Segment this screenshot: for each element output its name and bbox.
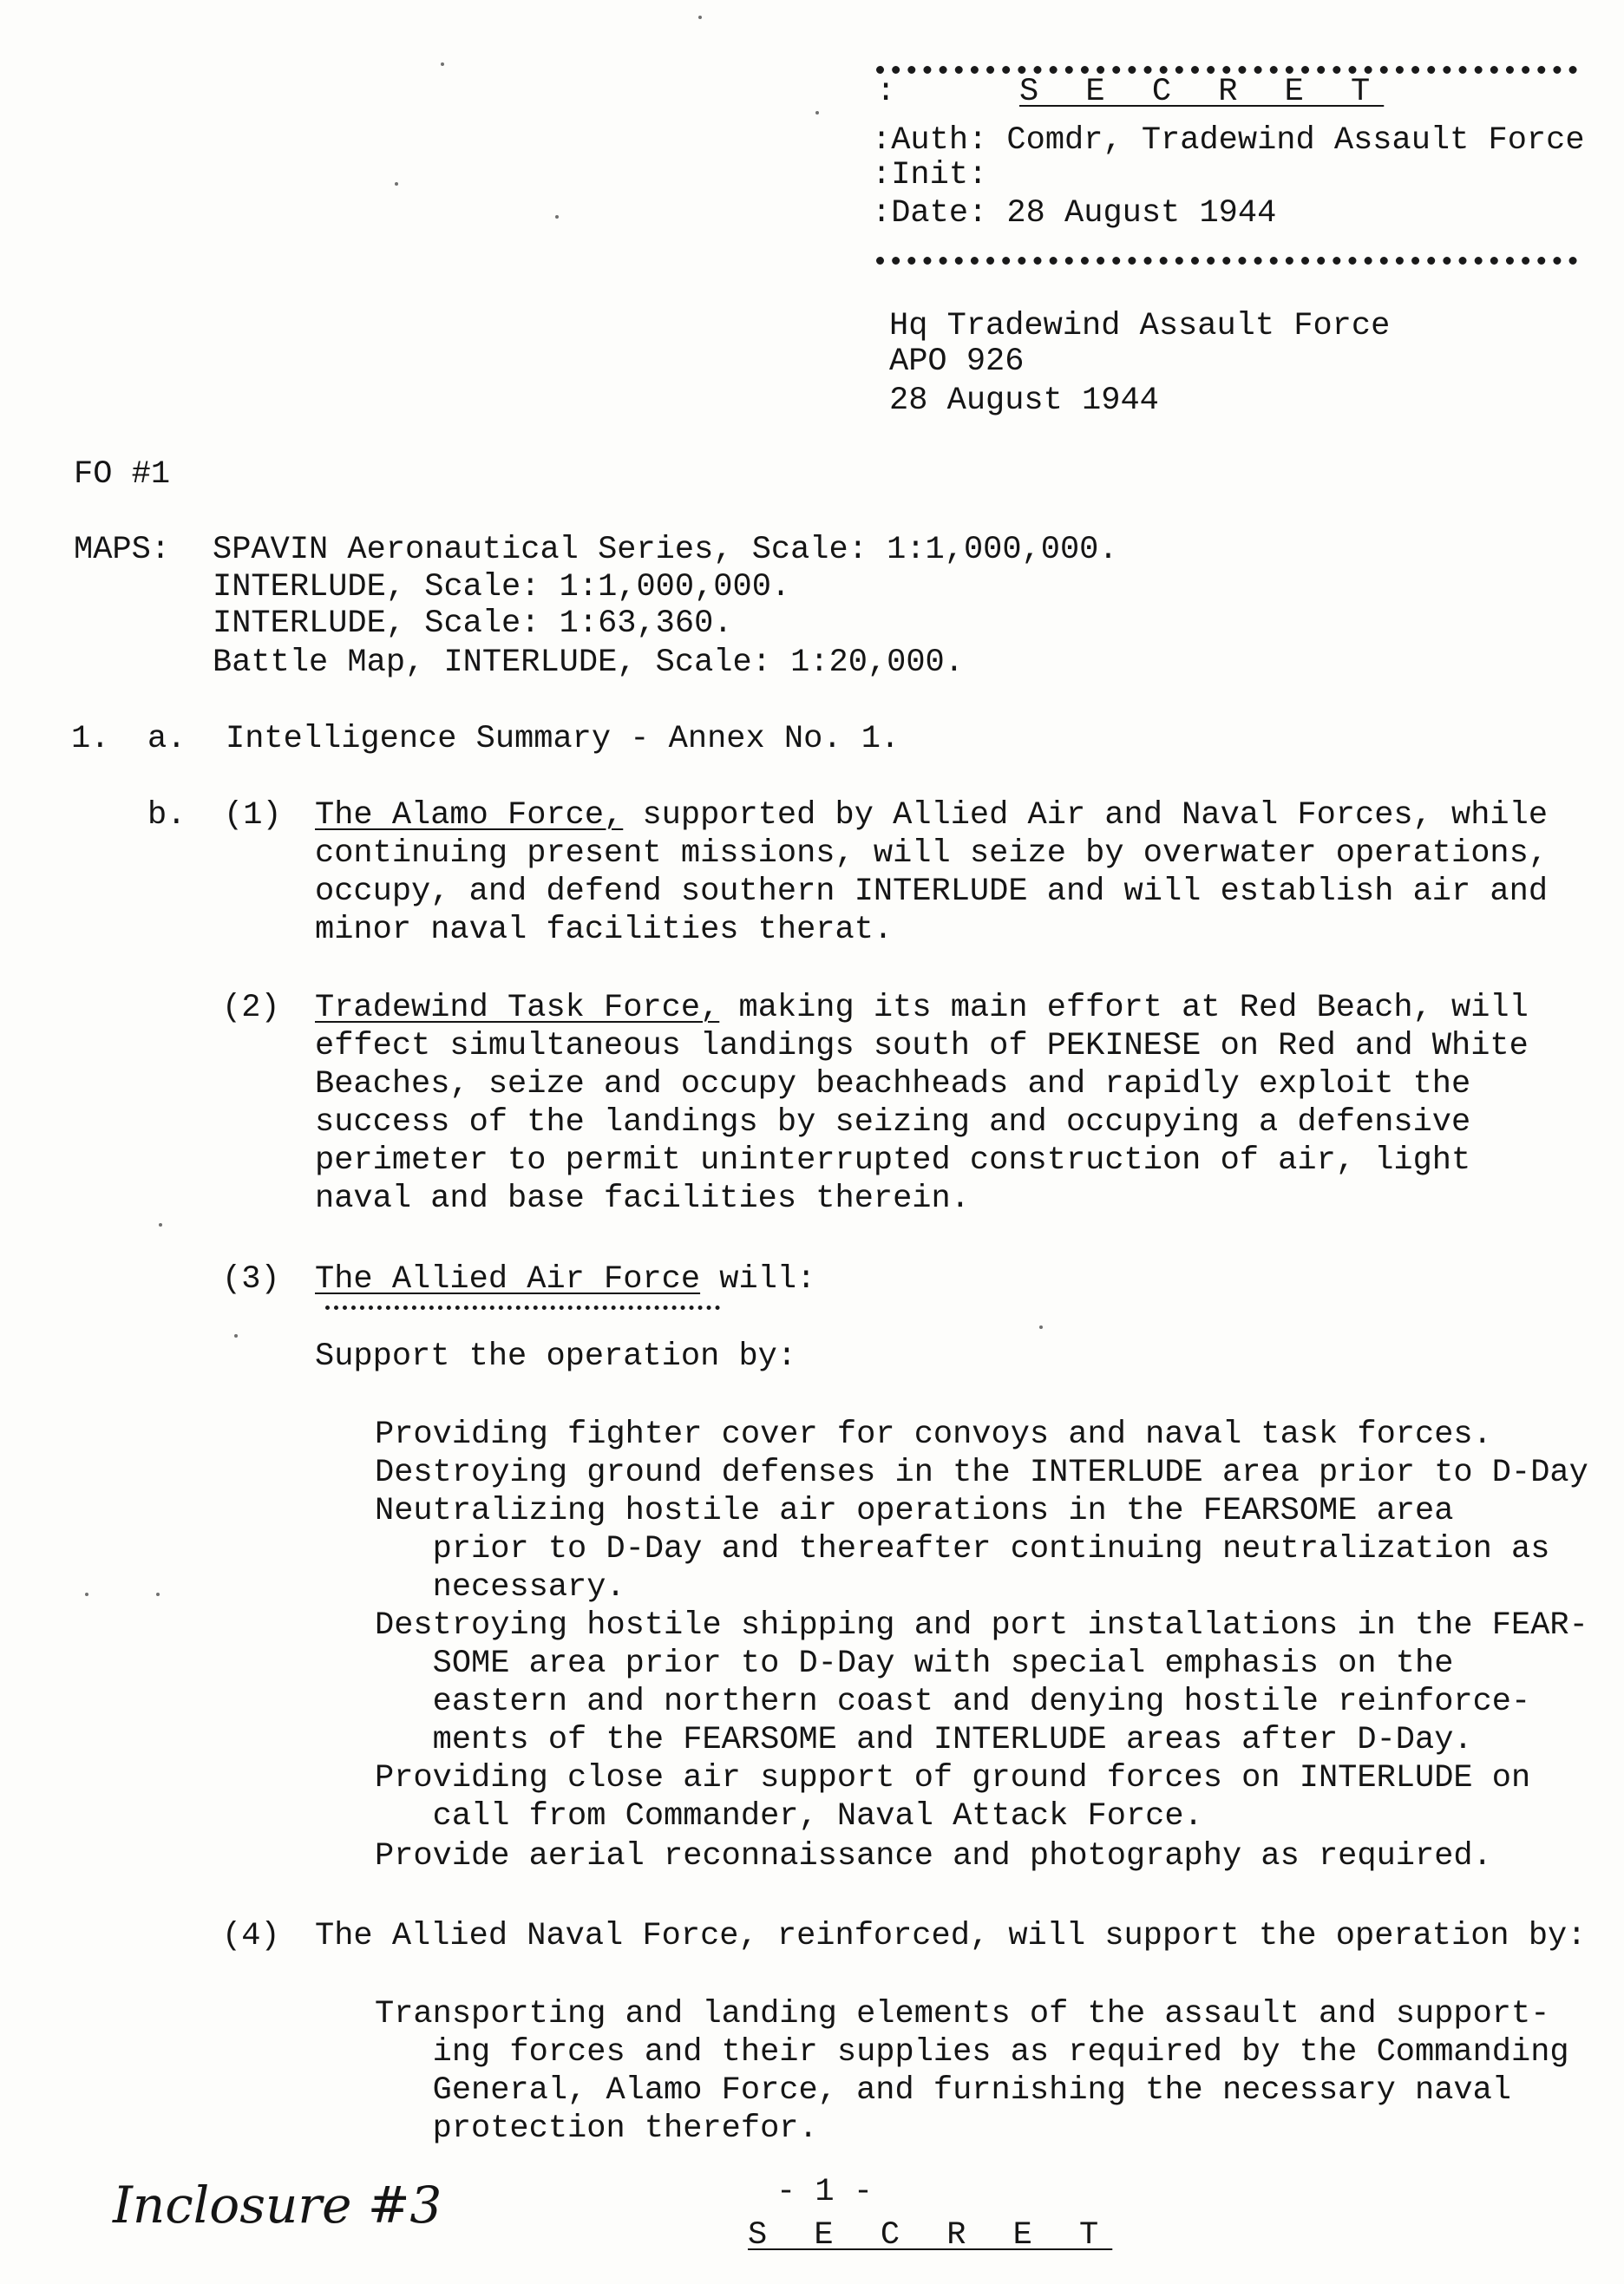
scan-speck xyxy=(555,215,559,219)
item-line: occupy, and defend southern INTERLUDE and will establish air and xyxy=(315,874,1549,910)
map-line: INTERLUDE, Scale: 1:63,360. xyxy=(213,605,733,642)
auth-line: :Auth: Comdr, Tradewind Assault Force xyxy=(872,122,1585,159)
item-1-first-line xyxy=(315,796,1548,834)
classification-marking: S E C R E T xyxy=(1019,74,1385,110)
item-line: continuing present missions, will seize by overwater operations, xyxy=(315,835,1549,872)
item-line: Provide aerial reconnaissance and photography as required. xyxy=(375,1838,1492,1875)
item-lead: The Alamo Force, xyxy=(315,797,624,834)
box-colon: : xyxy=(876,74,896,110)
item-line: Neutralizing hostile air operations in the FEARSOME area xyxy=(375,1493,1454,1529)
dotted-rule-bottom xyxy=(876,257,1577,265)
para-sub: a. xyxy=(147,721,187,757)
field-order-id: FO #1 xyxy=(74,456,171,493)
scan-speck xyxy=(159,1223,162,1227)
para-number: 1. xyxy=(71,721,110,757)
item-line: call from Commander, Naval Attack Force. xyxy=(375,1798,1203,1835)
para-sub: b. xyxy=(147,797,187,834)
scan-speck xyxy=(395,182,398,186)
item-4-first-line: The Allied Naval Force, reinforced, will support the operation by: xyxy=(315,1918,1587,1954)
item-number: (1) xyxy=(224,797,282,834)
map-line: SPAVIN Aeronautical Series, Scale: 1:1,000,000. xyxy=(213,532,1118,568)
item-number: (3) xyxy=(222,1261,280,1298)
scan-speck xyxy=(815,111,819,115)
item-line: protection therefor. xyxy=(375,2111,818,2147)
page-number: - 1 - xyxy=(776,2174,874,2210)
item-line: Beaches, seize and occupy beachheads and rapidly exploit the xyxy=(315,1066,1471,1103)
footer-classification: S E C R E T xyxy=(748,2217,1113,2254)
item-lead: The Allied Air Force xyxy=(315,1261,701,1298)
item-line: Providing close air support of ground forces on INTERLUDE on xyxy=(375,1760,1531,1796)
intelligence-summary: Intelligence Summary - Annex No. 1. xyxy=(226,721,900,757)
scan-speck xyxy=(1039,1325,1043,1329)
letterhead-date: 28 August 1944 xyxy=(889,383,1159,419)
scan-speck xyxy=(698,16,702,19)
scan-speck xyxy=(234,1334,238,1338)
item-line: ments of the FEARSOME and INTERLUDE areas after D-Day. xyxy=(375,1722,1473,1758)
item-line: perimeter to permit uninterrupted construction of air, light xyxy=(315,1142,1471,1179)
item-lead: Tradewind Task Force, xyxy=(315,990,720,1026)
item-line: necessary. xyxy=(375,1569,625,1606)
item-line: Providing fighter cover for convoys and naval task forces. xyxy=(375,1417,1492,1453)
map-line: INTERLUDE, Scale: 1:1,000,000. xyxy=(213,569,791,605)
dotted-underline xyxy=(325,1306,720,1310)
letterhead-apo: APO 926 xyxy=(889,344,1025,380)
item-line: success of the landings by seizing and occupying a defensive xyxy=(315,1104,1471,1141)
item-number: (4) xyxy=(222,1918,280,1954)
item-line: naval and base facilities therein. xyxy=(315,1181,970,1217)
item-rest: will: xyxy=(700,1261,816,1298)
map-line: Battle Map, INTERLUDE, Scale: 1:20,000. xyxy=(213,645,964,681)
item-2-first-line xyxy=(315,989,1529,1027)
letterhead-hq: Hq Tradewind Assault Force xyxy=(889,308,1391,344)
date-line: :Date: 28 August 1944 xyxy=(872,195,1277,232)
item-line: minor naval facilities therat. xyxy=(315,912,894,948)
item-line: ing forces and their supplies as required by the Commanding xyxy=(375,2034,1569,2071)
item-line: prior to D-Day and thereafter continuing neutralization as xyxy=(375,1531,1550,1567)
item-line: Transporting and landing elements of the assault and support- xyxy=(375,1996,1550,2032)
item-line: SOME area prior to D-Day with special emphasis on the xyxy=(375,1646,1454,1682)
scan-speck xyxy=(85,1593,88,1596)
item-line: eastern and northern coast and denying hostile reinforce- xyxy=(375,1684,1531,1720)
scan-speck xyxy=(441,62,444,66)
item-line: Destroying ground defenses in the INTERLUDE area prior to D-Day xyxy=(375,1455,1588,1491)
item-line: General, Alamo Force, and furnishing the necessary naval xyxy=(375,2072,1512,2109)
item-rest: supported by Allied Air and Naval Forces, while xyxy=(623,797,1549,834)
item-line: effect simultaneous landings south of PEKINESE on Red and White xyxy=(315,1028,1529,1064)
item-3-first-line xyxy=(315,1260,815,1299)
init-line: :Init: xyxy=(872,157,988,193)
item-intro: Support the operation by: xyxy=(315,1338,797,1375)
item-rest: making its main effort at Red Beach, will xyxy=(719,990,1529,1026)
handwritten-inclosure-note: Inclosure #3 xyxy=(113,2176,442,2235)
scan-speck xyxy=(156,1593,160,1596)
item-line: Destroying hostile shipping and port installations in the FEAR- xyxy=(375,1607,1588,1644)
item-number: (2) xyxy=(222,990,280,1026)
maps-label: MAPS: xyxy=(74,532,171,568)
